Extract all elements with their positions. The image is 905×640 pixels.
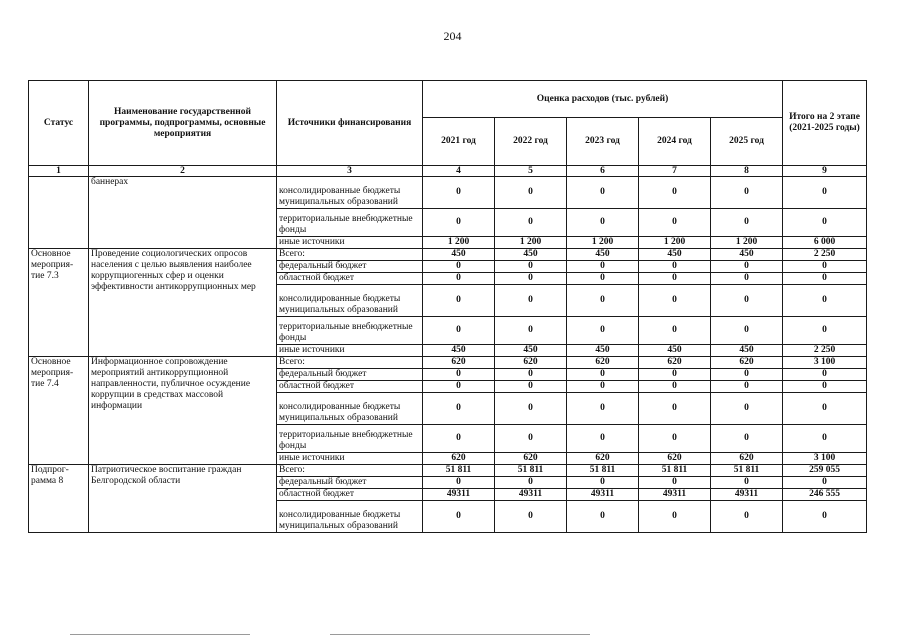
year-value-cell: 49311: [567, 489, 639, 501]
page-number: 204: [443, 29, 462, 43]
year-value-cell: 1 200: [711, 237, 783, 249]
year-value-cell: 0: [423, 273, 495, 285]
column-number: 3: [277, 166, 423, 177]
header-status: Статус: [29, 81, 89, 166]
header-year-2024: 2024 год: [639, 118, 711, 166]
funding-source-cell: иные источники: [277, 453, 423, 465]
year-value-cell: 0: [495, 369, 567, 381]
year-value-cell: 51 811: [495, 465, 567, 477]
funding-source-cell: Всего:: [277, 465, 423, 477]
year-value-cell: 0: [711, 261, 783, 273]
table-row: [29, 357, 867, 369]
total-value-cell: 6 000: [783, 237, 867, 249]
year-value-cell: 0: [639, 477, 711, 489]
year-value-cell: 450: [423, 345, 495, 357]
year-value-cell: 0: [423, 317, 495, 345]
year-value-cell: 620: [711, 453, 783, 465]
measure-name-cell: Проведение социологических опросов населения с целью выявления наиболее коррупциогенных сфер и оценки эффективности антикоррупционных мер: [89, 249, 277, 357]
funding-source-cell: иные источники: [277, 237, 423, 249]
year-value-cell: 450: [423, 249, 495, 261]
year-value-cell: 450: [639, 345, 711, 357]
column-number: 2: [89, 166, 277, 177]
total-value-cell: 3 100: [783, 453, 867, 465]
year-value-cell: 0: [495, 285, 567, 317]
column-number: 4: [423, 166, 495, 177]
funding-source-cell: областной бюджет: [277, 273, 423, 285]
total-value-cell: 2 250: [783, 249, 867, 261]
measure-name-cell: Информационное сопровождение мероприятий антикоррупционной направленности, публичное осуждение коррупции в средствах массовой информации: [89, 357, 277, 465]
year-value-cell: 0: [711, 209, 783, 237]
year-value-cell: 0: [711, 381, 783, 393]
scan-mark: [330, 634, 590, 635]
year-value-cell: 1 200: [567, 237, 639, 249]
total-value-cell: 0: [783, 369, 867, 381]
column-number: 8: [711, 166, 783, 177]
funding-source-cell: консолидированные бюджеты муниципальных образований: [277, 177, 423, 209]
year-value-cell: 0: [711, 177, 783, 209]
year-value-cell: 620: [423, 453, 495, 465]
year-value-cell: 0: [639, 317, 711, 345]
table-row: [29, 465, 867, 477]
year-value-cell: 620: [495, 357, 567, 369]
year-value-cell: 620: [495, 453, 567, 465]
total-value-cell: 246 555: [783, 489, 867, 501]
header-total: Итого на 2 этапе (2021-2025 годы): [783, 81, 867, 166]
header-year-2023: 2023 год: [567, 118, 639, 166]
year-value-cell: 0: [495, 425, 567, 453]
year-value-cell: 0: [567, 273, 639, 285]
year-value-cell: 0: [495, 273, 567, 285]
year-value-cell: 0: [567, 177, 639, 209]
year-value-cell: 620: [639, 357, 711, 369]
year-value-cell: 620: [567, 357, 639, 369]
funding-source-cell: федеральный бюджет: [277, 369, 423, 381]
year-value-cell: 0: [423, 177, 495, 209]
column-number-row: [29, 166, 867, 177]
year-value-cell: 0: [567, 425, 639, 453]
budget-table: [28, 80, 867, 533]
year-value-cell: 620: [423, 357, 495, 369]
year-value-cell: 0: [495, 177, 567, 209]
year-value-cell: 0: [423, 477, 495, 489]
year-value-cell: 49311: [711, 489, 783, 501]
total-value-cell: 0: [783, 209, 867, 237]
year-value-cell: 0: [495, 477, 567, 489]
year-value-cell: 0: [639, 369, 711, 381]
funding-source-cell: Всего:: [277, 357, 423, 369]
year-value-cell: 51 811: [639, 465, 711, 477]
year-value-cell: 0: [639, 273, 711, 285]
year-value-cell: 620: [639, 453, 711, 465]
total-value-cell: 0: [783, 425, 867, 453]
status-cell: Подпрог-рамма 8: [29, 465, 89, 533]
year-value-cell: 0: [567, 209, 639, 237]
header-source: Источники финансирования: [277, 81, 423, 166]
year-value-cell: 620: [567, 453, 639, 465]
column-number: 1: [29, 166, 89, 177]
year-value-cell: 49311: [495, 489, 567, 501]
year-value-cell: 450: [495, 249, 567, 261]
total-value-cell: 259 055: [783, 465, 867, 477]
year-value-cell: 0: [567, 477, 639, 489]
funding-source-cell: Всего:: [277, 249, 423, 261]
year-value-cell: 0: [639, 261, 711, 273]
year-value-cell: 0: [567, 381, 639, 393]
column-number: 9: [783, 166, 867, 177]
year-value-cell: 450: [567, 345, 639, 357]
year-value-cell: 0: [711, 285, 783, 317]
table-row: [29, 249, 867, 261]
year-value-cell: 0: [495, 261, 567, 273]
year-value-cell: 0: [423, 501, 495, 533]
column-number: 6: [567, 166, 639, 177]
status-cell: [29, 177, 89, 249]
funding-source-cell: территориальные внебюджетные фонды: [277, 209, 423, 237]
total-value-cell: 0: [783, 317, 867, 345]
year-value-cell: 0: [711, 501, 783, 533]
header-year-2021: 2021 год: [423, 118, 495, 166]
total-value-cell: 0: [783, 501, 867, 533]
year-value-cell: 0: [423, 209, 495, 237]
year-value-cell: 0: [423, 393, 495, 425]
status-cell: Основное мероприя-тие 7.4: [29, 357, 89, 465]
year-value-cell: 0: [495, 381, 567, 393]
year-value-cell: 0: [495, 209, 567, 237]
year-value-cell: 0: [639, 381, 711, 393]
year-value-cell: 0: [639, 177, 711, 209]
funding-source-cell: консолидированные бюджеты муниципальных образований: [277, 501, 423, 533]
total-value-cell: 0: [783, 285, 867, 317]
year-value-cell: 51 811: [423, 465, 495, 477]
funding-source-cell: территориальные внебюджетные фонды: [277, 425, 423, 453]
year-value-cell: 0: [639, 501, 711, 533]
year-value-cell: 450: [495, 345, 567, 357]
header-year-2022: 2022 год: [495, 118, 567, 166]
year-value-cell: 0: [711, 425, 783, 453]
year-value-cell: 0: [423, 425, 495, 453]
year-value-cell: 450: [711, 249, 783, 261]
year-value-cell: 0: [567, 285, 639, 317]
funding-source-cell: федеральный бюджет: [277, 477, 423, 489]
year-value-cell: 0: [711, 369, 783, 381]
year-value-cell: 0: [567, 501, 639, 533]
funding-source-cell: территориальные внебюджетные фонды: [277, 317, 423, 345]
column-number: 5: [495, 166, 567, 177]
funding-source-cell: консолидированные бюджеты муниципальных образований: [277, 393, 423, 425]
year-value-cell: 450: [711, 345, 783, 357]
column-number: 7: [639, 166, 711, 177]
year-value-cell: 620: [711, 357, 783, 369]
total-value-cell: 0: [783, 261, 867, 273]
year-value-cell: 450: [639, 249, 711, 261]
year-value-cell: 1 200: [495, 237, 567, 249]
header-estimate: Оценка расходов (тыс. рублей): [423, 81, 783, 118]
year-value-cell: 0: [711, 393, 783, 425]
year-value-cell: 0: [639, 393, 711, 425]
funding-source-cell: областной бюджет: [277, 489, 423, 501]
year-value-cell: 0: [711, 477, 783, 489]
year-value-cell: 0: [423, 285, 495, 317]
year-value-cell: 0: [567, 369, 639, 381]
year-value-cell: 0: [711, 317, 783, 345]
total-value-cell: 0: [783, 381, 867, 393]
total-value-cell: 0: [783, 273, 867, 285]
header-name: Наименование государственной программы, подпрограммы, основные мероприятия: [89, 81, 277, 166]
year-value-cell: 0: [711, 273, 783, 285]
measure-name-cell: баннерах: [89, 177, 277, 249]
year-value-cell: 0: [567, 261, 639, 273]
funding-source-cell: консолидированные бюджеты муниципальных образований: [277, 285, 423, 317]
table-body: [29, 177, 867, 533]
total-value-cell: 2 250: [783, 345, 867, 357]
total-value-cell: 0: [783, 477, 867, 489]
year-value-cell: 0: [567, 393, 639, 425]
status-cell: Основное мероприя-тие 7.3: [29, 249, 89, 357]
year-value-cell: 0: [495, 501, 567, 533]
year-value-cell: 0: [639, 209, 711, 237]
scan-mark: [70, 634, 250, 635]
total-value-cell: 0: [783, 177, 867, 209]
year-value-cell: 51 811: [567, 465, 639, 477]
year-value-cell: 0: [423, 381, 495, 393]
year-value-cell: 450: [567, 249, 639, 261]
year-value-cell: 51 811: [711, 465, 783, 477]
year-value-cell: 0: [639, 285, 711, 317]
year-value-cell: 0: [567, 317, 639, 345]
header-year-2025: 2025 год: [711, 118, 783, 166]
year-value-cell: 1 200: [423, 237, 495, 249]
table-row: [29, 177, 867, 209]
funding-source-cell: иные источники: [277, 345, 423, 357]
year-value-cell: 0: [423, 369, 495, 381]
year-value-cell: 0: [423, 261, 495, 273]
total-value-cell: 3 100: [783, 357, 867, 369]
year-value-cell: 49311: [423, 489, 495, 501]
year-value-cell: 49311: [639, 489, 711, 501]
year-value-cell: 1 200: [639, 237, 711, 249]
funding-source-cell: федеральный бюджет: [277, 261, 423, 273]
year-value-cell: 0: [495, 393, 567, 425]
year-value-cell: 0: [495, 317, 567, 345]
total-value-cell: 0: [783, 393, 867, 425]
year-value-cell: 0: [639, 425, 711, 453]
measure-name-cell: Патриотическое воспитание граждан Белгородской области: [89, 465, 277, 533]
funding-source-cell: областной бюджет: [277, 381, 423, 393]
